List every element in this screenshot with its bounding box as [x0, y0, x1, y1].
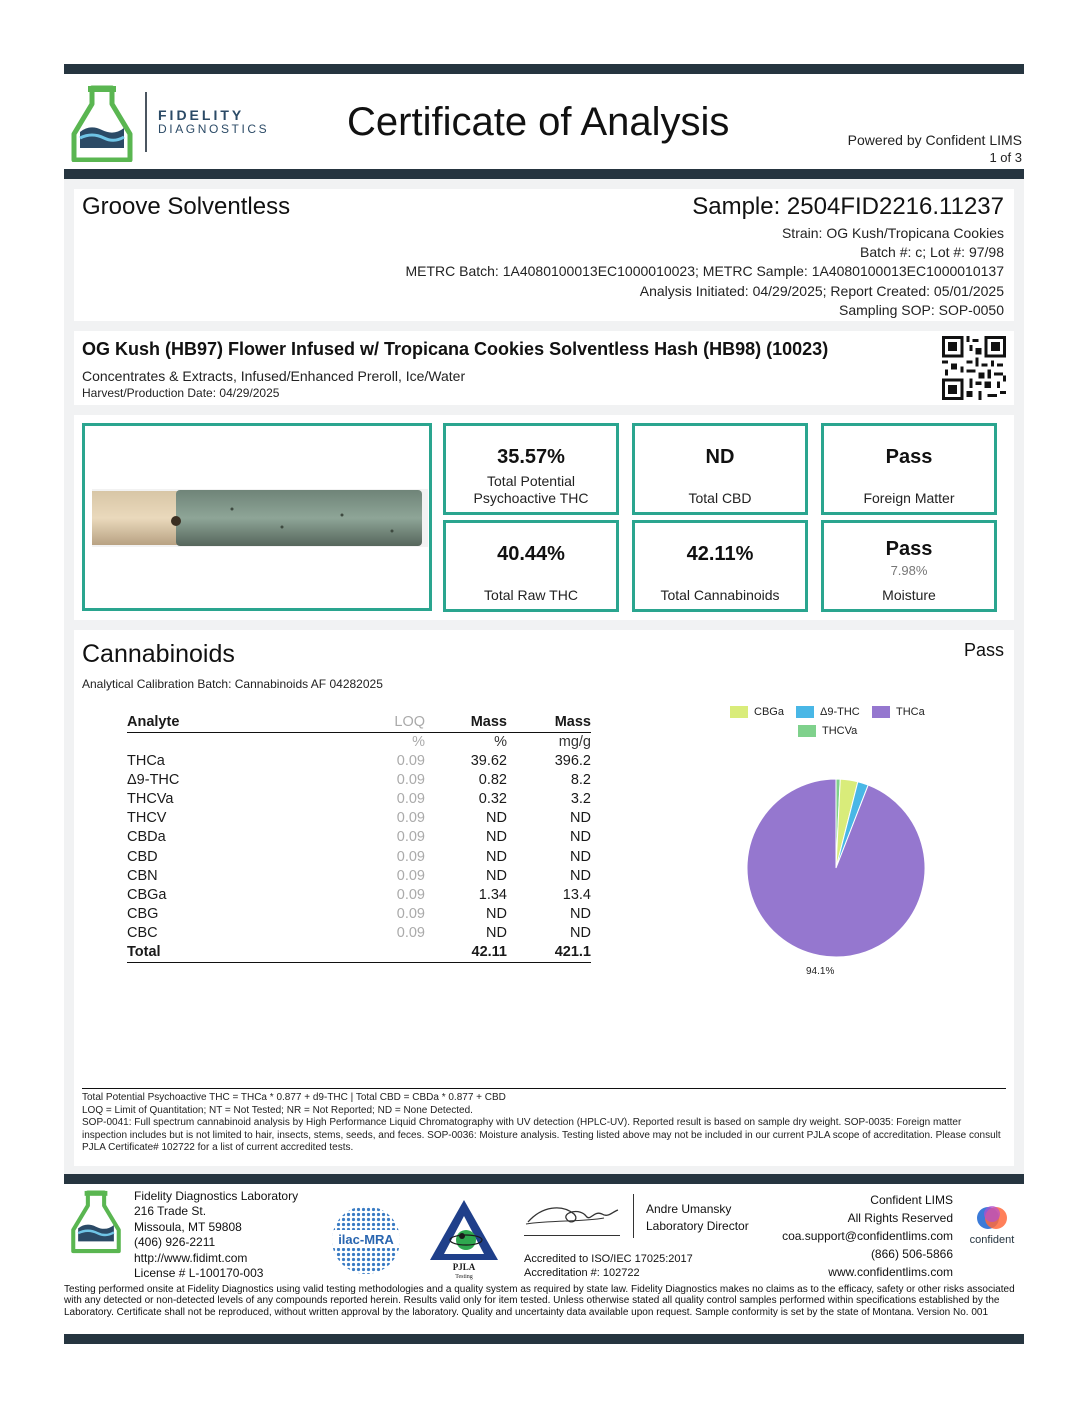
- mass-percent-cell: ND: [486, 810, 507, 827]
- legend-item-thcva: [798, 725, 857, 737]
- total-row: [127, 943, 591, 963]
- total-potential-thc-card: [443, 423, 619, 515]
- analysis-dates: Analysis Initiated: 04/29/2025; Report Created: 05/01/2025: [639, 283, 1004, 299]
- total-mass-mg: 421.1: [507, 943, 591, 963]
- analyte-cell: Δ9-THC: [127, 771, 180, 788]
- table-row: [127, 867, 591, 886]
- moisture-percent: 7.98%: [890, 563, 928, 578]
- footer-bar: [64, 1174, 1024, 1184]
- moisture-value: Pass: [885, 538, 933, 560]
- director-signature: [522, 1196, 622, 1232]
- sampling-sop: Sampling SOP: SOP-0050: [839, 302, 1004, 318]
- lims-name: Confident LIMS: [870, 1193, 953, 1207]
- note-formula: Total Potential Psychoactive THC = THCa * 0.877 + d9-THC | Total CBD = CBDa * 0.877 + CBD: [82, 1092, 506, 1103]
- sample-id: Sample: 2504FID2216.11237: [692, 193, 1004, 220]
- units-row: [127, 732, 591, 752]
- director-name: Andre Umansky: [646, 1202, 732, 1216]
- cannabinoids-status: Pass: [963, 640, 1004, 660]
- total-cbd-label: Total CBD: [688, 490, 752, 506]
- pie-slice-thca: [747, 779, 925, 957]
- loq-header: LOQ: [297, 714, 425, 732]
- loq-cell: 0.09: [396, 790, 425, 807]
- metrc-info: METRC Batch: 1A4080100013EC1000010023; METRC Sample: 1A4080100013EC1000010137: [405, 263, 1004, 279]
- svg-text:PJLA: PJLA: [452, 1262, 476, 1272]
- lims-rights: All Rights Reserved: [847, 1211, 953, 1225]
- client-name: Groove Solventless: [82, 193, 291, 220]
- moisture-label: Moisture: [882, 587, 936, 603]
- signature-divider: [633, 1194, 634, 1238]
- total-cannabinoids-card: [632, 520, 808, 612]
- mass-mg-cell: ND: [570, 925, 591, 942]
- table-header-row: [127, 714, 591, 732]
- mass-percent-unit: %: [494, 733, 507, 750]
- total-cannabinoids-value: 42.11%: [686, 543, 754, 565]
- batch-lot: Batch #: c; Lot #: 97/98: [860, 244, 1004, 260]
- brand-subtitle: DIAGNOSTICS: [158, 122, 270, 136]
- mass-percent-cell: 1.34: [478, 886, 507, 903]
- legend-swatch: [796, 706, 814, 718]
- analyte-cell: CBD: [127, 848, 158, 865]
- lab-address-2: Missoula, MT 59808: [134, 1219, 242, 1234]
- table-row: [127, 809, 591, 828]
- header-bar: [64, 169, 1024, 179]
- mass-mg-cell: 13.4: [562, 886, 591, 903]
- accreditation-info: [524, 1252, 693, 1280]
- total-potential-thc-label: [446, 473, 616, 507]
- mass-percent-cell: ND: [486, 829, 507, 846]
- mass-mg-cell: ND: [570, 867, 591, 884]
- mass-mg-cell: 8.2: [570, 771, 591, 788]
- note-abbreviations: LOQ = Limit of Quantitation; NT = Not Tested; NR = Not Reported; ND = None Detected.: [82, 1104, 473, 1116]
- page-number: 1 of 3: [989, 150, 1022, 165]
- analyte-cell: CBGa: [127, 886, 167, 903]
- top-bar: [64, 64, 1024, 74]
- lims-website: www.confidentlims.com: [828, 1265, 953, 1279]
- lims-contact-info: [782, 1191, 953, 1281]
- bottom-bar: [64, 1334, 1024, 1344]
- table-row: [127, 752, 591, 771]
- lab-phone: (406) 926-2211: [134, 1235, 216, 1250]
- foreign-matter-card: [821, 423, 997, 515]
- lab-website: http://www.fidimt.com: [134, 1250, 248, 1265]
- mass-percent-cell: ND: [486, 925, 507, 942]
- mass-mg-cell: 396.2: [554, 752, 591, 769]
- notes-divider: [82, 1088, 1006, 1089]
- signature-line: [524, 1235, 620, 1236]
- flask-logo-icon: [70, 84, 134, 162]
- table-row: [127, 828, 591, 847]
- note-methods: SOP-0041: Full spectrum cannabinoid analysis by High Performance Liquid Chromatography with UV detection (HPLC-UV). Reported result is based on sample dry weight. SOP-0035: Foreign matter inspection includes but is not limited to hair, insects, stems, seeds, and feces. SOP-0036: Moisture analysis. Testing listed above may not be included in our current PJLA scope of accreditation. Please consult PJLA Certificate# 102722 for a list of current accredited tests.: [82, 1117, 1001, 1154]
- total-label: Total: [127, 943, 297, 963]
- legend-label-cbga: CBGa: [754, 706, 784, 718]
- analyte-cell: THCVa: [127, 790, 174, 807]
- loq-cell: 0.09: [396, 810, 425, 827]
- analyte-header: Analyte: [127, 714, 297, 732]
- total-raw-thc-card: [443, 520, 619, 612]
- cannabinoids-title: Cannabinoids: [82, 640, 235, 668]
- pie-slice-label-thca: 94.1%: [806, 966, 835, 977]
- lab-name: Fidelity Diagnostics Laboratory: [134, 1189, 299, 1203]
- lab-address-1: 216 Trade St.: [134, 1204, 207, 1219]
- mass-percent-cell: ND: [486, 906, 507, 923]
- accreditation-number: Accreditation #: 102722: [524, 1267, 640, 1279]
- mass-percent-cell: ND: [486, 848, 507, 865]
- director-title: Laboratory Director: [646, 1219, 749, 1233]
- svg-text:Testing: Testing: [455, 1274, 473, 1280]
- total-potential-thc-label-line2: Psychoactive THC: [473, 490, 589, 506]
- mass-percent-cell: ND: [486, 867, 507, 884]
- qr-code-icon: [942, 336, 1006, 400]
- loq-cell: 0.09: [396, 829, 425, 846]
- mass-mg-cell: ND: [570, 848, 591, 865]
- document-title: Certificate of Analysis: [347, 100, 730, 144]
- foreign-matter-value: Pass: [885, 446, 933, 468]
- preroll-image: [92, 489, 428, 547]
- footer-flask-logo-icon: [70, 1188, 122, 1254]
- table-row: [127, 905, 591, 924]
- moisture-card: [821, 520, 997, 612]
- total-raw-thc-value: 40.44%: [497, 543, 565, 565]
- svg-text:ilac-MRA: ilac-MRA: [338, 1232, 394, 1247]
- analyte-cell: CBC: [127, 925, 158, 942]
- table-row: [127, 847, 591, 866]
- product-image-card: [82, 423, 432, 611]
- product-category: Concentrates & Extracts, Infused/Enhanced Preroll, Ice/Water: [82, 368, 466, 384]
- powered-by: Powered by Confident LIMS: [847, 132, 1022, 148]
- legend-swatch: [730, 706, 748, 718]
- total-cannabinoids-label: Total Cannabinoids: [660, 587, 780, 603]
- lab-license: License # L-100170-003: [134, 1266, 264, 1281]
- total-potential-thc-value: 35.57%: [497, 446, 565, 468]
- mass-mg-cell: ND: [570, 906, 591, 923]
- loq-cell: 0.09: [396, 752, 425, 769]
- table-row: [127, 790, 591, 809]
- foreign-matter-label: Foreign Matter: [863, 490, 955, 506]
- loq-cell: 0.09: [396, 867, 425, 884]
- analyte-cell: CBDa: [127, 829, 166, 846]
- cannabinoid-pie-chart: [746, 778, 926, 958]
- legend-item-d9thc: [796, 706, 860, 718]
- total-mass-percent: 42.11: [425, 943, 507, 963]
- lab-contact-info: [134, 1189, 298, 1281]
- loq-cell: 0.09: [396, 771, 425, 788]
- product-name: OG Kush (HB97) Flower Infused w/ Tropicana Cookies Solventless Hash (HB98) (10023): [82, 339, 829, 359]
- cannabinoids-table: [127, 714, 591, 963]
- loq-cell: 0.09: [396, 925, 425, 942]
- mass-percent-cell: 0.32: [478, 790, 507, 807]
- legend-label-thcva: THCVa: [822, 725, 858, 737]
- mass-mg-unit: mg/g: [558, 733, 591, 750]
- mass-percent-cell: 0.82: [478, 771, 507, 788]
- analyte-cell: THCV: [127, 810, 167, 827]
- table-row: [127, 924, 591, 943]
- legend-label-d9thc: Δ9-THC: [820, 706, 860, 718]
- mass-percent-header: Mass: [425, 714, 507, 732]
- mass-mg-cell: ND: [570, 829, 591, 846]
- mass-mg-cell: ND: [570, 810, 591, 827]
- loq-cell: 0.09: [396, 906, 425, 923]
- lims-email: coa.support@confidentlims.com: [782, 1229, 953, 1243]
- legend-item-thca: [872, 706, 925, 718]
- loq-cell: 0.09: [396, 886, 425, 903]
- analyte-cell: CBN: [127, 867, 158, 884]
- lims-phone: (866) 506-5866: [870, 1247, 953, 1261]
- calibration-batch: Analytical Calibration Batch: Cannabinoids AF 04282025: [82, 677, 383, 691]
- total-cbd-value: ND: [705, 446, 735, 468]
- legend-swatch: [798, 725, 816, 737]
- strain: Strain: OG Kush/Tropicana Cookies: [781, 225, 1004, 241]
- legend-label-thca: THCa: [896, 706, 925, 718]
- legend-item-cbga: [730, 706, 784, 718]
- loq-cell: 0.09: [396, 848, 425, 865]
- table-row: [127, 886, 591, 905]
- total-raw-thc-label: Total Raw THC: [484, 587, 578, 603]
- accredited-standard: Accredited to ISO/IEC 17025:2017: [524, 1253, 693, 1265]
- harvest-date: Harvest/Production Date: 04/29/2025: [82, 386, 280, 400]
- logo-divider: [145, 92, 147, 152]
- mass-mg-header: Mass: [507, 714, 591, 732]
- analyte-cell: THCa: [127, 752, 165, 769]
- loq-unit: %: [412, 733, 425, 750]
- pjla-logo-icon: [426, 1196, 502, 1280]
- legend-swatch: [872, 706, 890, 718]
- table-row: [127, 771, 591, 790]
- total-potential-thc-label-line1: Total Potential: [487, 473, 575, 489]
- brand-name: FIDELITY: [158, 107, 245, 123]
- legal-disclaimer: Testing performed onsite at Fidelity Diagnostics using valid testing methodologies and a quality system as required by state law. Fidelity Diagnostics makes no claims as to the efficacy, safety or other risks associated with any detected or non-detected levels of any compounds reported herein. Results valid only for item tested. Unless otherwise stated all quality control samples performed within specifications established by the Laboratory. Certificate shall not be reproduced, without written approval by the laboratory. Quality and uncertainty data available upon request. Sample conformity is set by the state of Montana. Version No. 001: [64, 1284, 1015, 1318]
- mass-percent-cell: 39.62: [470, 752, 507, 769]
- confident-wordmark: confident: [969, 1234, 1015, 1246]
- notes: [82, 1092, 1006, 1155]
- ilac-mra-logo-icon: [326, 1202, 406, 1278]
- mass-mg-cell: 3.2: [570, 790, 591, 807]
- analyte-cell: CBG: [127, 906, 159, 923]
- director-info: [646, 1201, 749, 1235]
- total-cbd-card: [632, 423, 808, 515]
